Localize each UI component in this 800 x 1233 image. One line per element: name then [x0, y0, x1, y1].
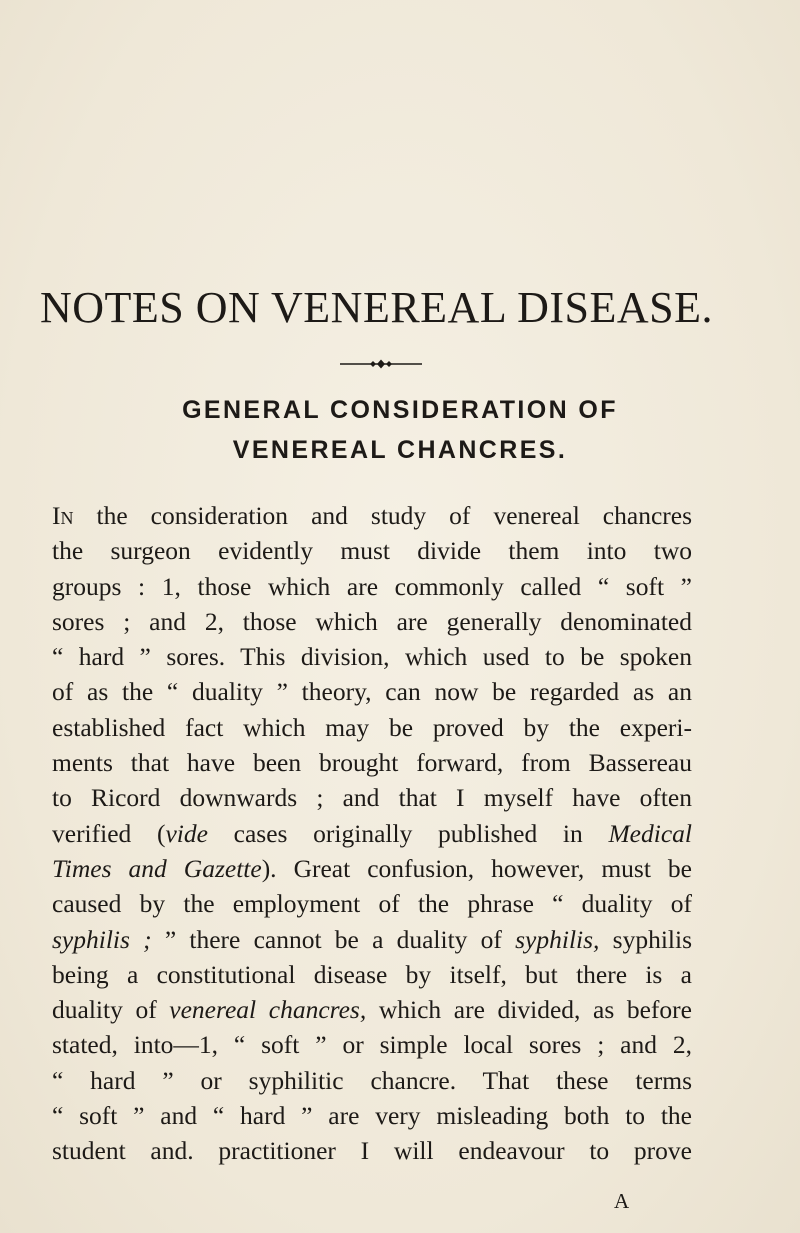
italic-run: vide [165, 818, 208, 848]
body-text [52, 498, 692, 1169]
text-run: ). Great confusion, however, must be [261, 853, 692, 883]
text-line: stated, into—1, “ soft ” or simple local sores ; and 2, [52, 1030, 692, 1060]
text-run: the consideration and study of venereal chancres [73, 501, 692, 530]
text-line: student and. practitioner I will endeavour to prove [52, 1136, 692, 1166]
text-run: duality of [52, 995, 170, 1025]
text-line [52, 992, 692, 1027]
text-line: established fact which may be proved by the experi- [52, 712, 692, 742]
text-run: cases originally published in [207, 818, 609, 848]
text-line: “ hard ” or syphilitic chancre. That these terms [52, 1065, 692, 1095]
text-line: sores ; and 2, those which are generally denominated [52, 606, 692, 636]
text-line [52, 498, 692, 533]
text-line: “ hard ” sores. This division, which used to be spoken [52, 642, 692, 672]
section-heading-line-1: GENERAL CONSIDERATION OF [182, 396, 618, 424]
text-line [52, 851, 692, 886]
signature-mark: A [614, 1189, 630, 1213]
text-run: syphilis [599, 924, 692, 954]
text-line: ments that have been brought forward, from Bassereau [52, 748, 692, 778]
italic-run: Medical [608, 818, 692, 848]
italic-run: venereal chancres, [169, 995, 367, 1025]
text-line: of as the “ duality ” theory, can now be regarded as an [52, 677, 692, 707]
text-line: “ soft ” and “ hard ” are very misleading both to the [52, 1101, 692, 1131]
text-line: caused by the employment of the phrase “ duality of [52, 889, 692, 919]
italic-run: syphilis ; [52, 924, 152, 954]
italic-run: syphilis, [515, 924, 600, 954]
italic-run: Times and Gazette [52, 853, 262, 883]
text-line: being a constitutional disease by itself, but there is a [52, 959, 692, 989]
rule-with-diamond-ornament-icon [340, 358, 422, 370]
text-run: which are divided, as before [366, 995, 692, 1025]
section-heading-line-2: VENEREAL CHANCRES. [232, 436, 568, 464]
drop-word: In [52, 501, 74, 530]
text-line: groups : 1, those which are commonly called “ soft ” [52, 571, 692, 601]
text-run: verified ( [52, 818, 166, 848]
text-line [52, 922, 692, 957]
text-line [52, 816, 692, 851]
text-line: to Ricord downwards ; and that I myself have often [52, 783, 692, 813]
page-title: NOTES ON VENEREAL DISEASE. [40, 283, 713, 332]
text-line: the surgeon evidently must divide them into two [52, 536, 692, 566]
text-run: ” there cannot be a duality of [151, 924, 516, 954]
